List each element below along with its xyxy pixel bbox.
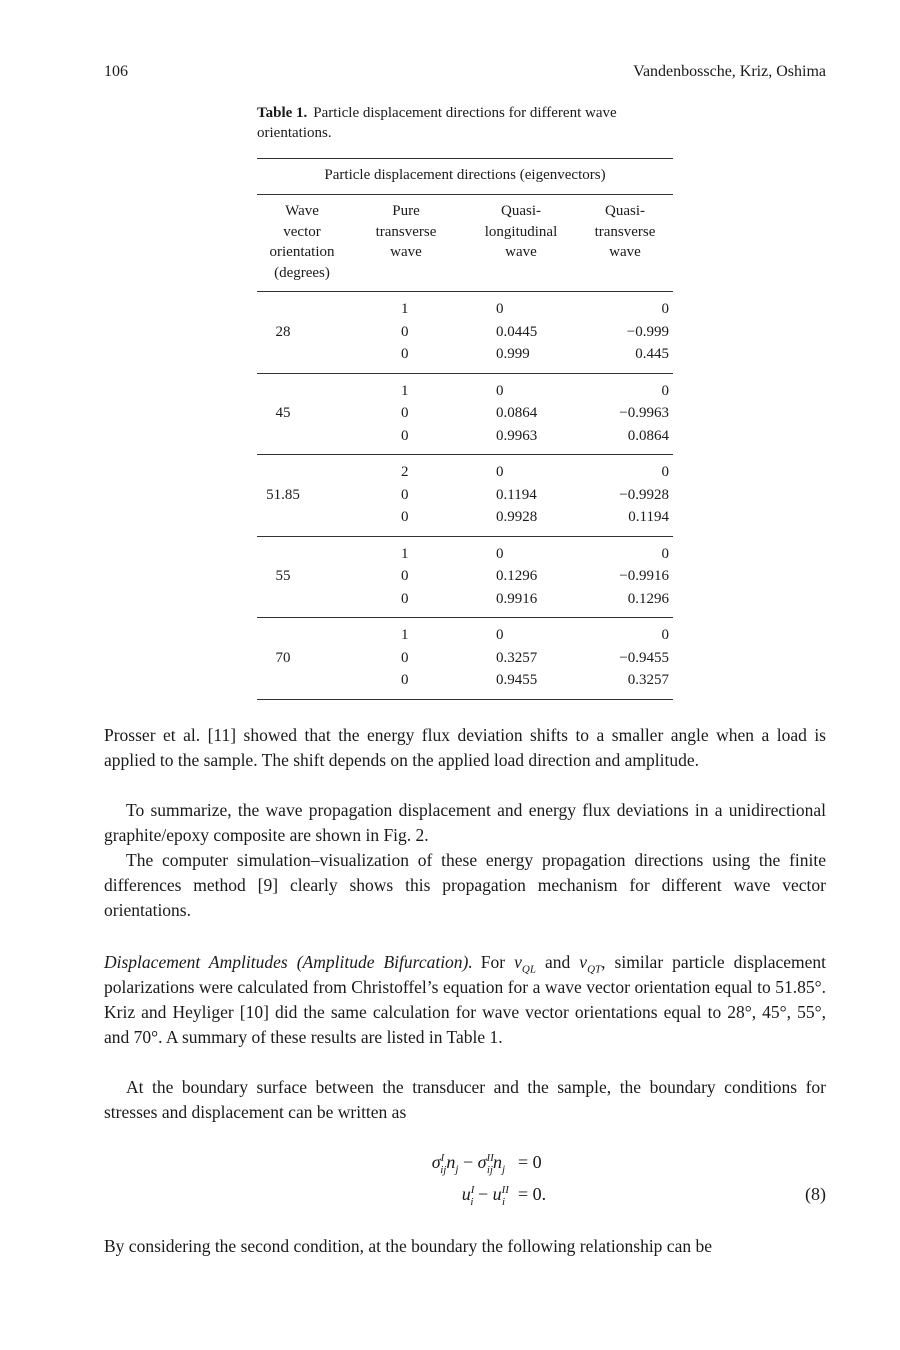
cell-pure-transverse bbox=[347, 380, 465, 448]
eigenvector-component: 0 bbox=[496, 545, 504, 562]
cell-quasi-longitudinal bbox=[465, 380, 577, 448]
stress-condition-rhs: = 0 bbox=[518, 1152, 542, 1172]
displacement-condition-lhs: $u^I_i - u^{II}_i$ bbox=[461, 1184, 509, 1208]
table-caption-text: Particle displacement directions for different wave orientations. bbox=[257, 105, 617, 141]
cell-quasi-transverse bbox=[577, 624, 673, 692]
symbol-v: v bbox=[579, 952, 588, 972]
velocity-qt bbox=[579, 952, 602, 976]
eigenvector-component: −0.9916 bbox=[619, 568, 669, 584]
paragraph-simulation: The computer simulation–visualization of these energy propagation directions using the finite differences method [9] clearly shows this propagation mechanism for different wave vector orientations. bbox=[104, 850, 826, 920]
eigenvector-component: 1 bbox=[401, 627, 409, 643]
cell-quasi-longitudinal bbox=[465, 624, 577, 692]
eigenvector-component: −0.9928 bbox=[619, 486, 669, 503]
table-caption bbox=[257, 103, 673, 143]
cell-orientation: 28 bbox=[275, 323, 291, 340]
stress-condition-lhs: $\sigma^I_{ij}n_j - \sigma^{II}_{ij}n_j$ bbox=[431, 1152, 505, 1176]
column-header-quasi-longitudinal: Quasi- longitudinal wave bbox=[484, 203, 558, 260]
cell-quasi-transverse bbox=[577, 461, 673, 529]
eigenvector-component: −0.9963 bbox=[619, 405, 669, 421]
table-caption-label: Table 1. bbox=[257, 105, 308, 121]
eigenvector-component: 0 bbox=[496, 382, 504, 399]
equation-number: (8) bbox=[805, 1184, 826, 1204]
eigenvector-component: 0.9928 bbox=[496, 509, 538, 525]
table-column-headers bbox=[257, 195, 673, 291]
cell-orientation: 70 bbox=[275, 649, 291, 666]
eigenvector-component: 0.1296 bbox=[627, 590, 669, 607]
symbol-v: v bbox=[514, 952, 522, 972]
eigenvector-component: 0.3257 bbox=[496, 649, 538, 666]
eigenvector-component: 0.999 bbox=[496, 346, 530, 362]
column-header-orientation: Wave vector orientation (degrees) bbox=[269, 203, 335, 281]
paragraph-prosser: Prosser et al. [11] showed that the energy flux deviation shifts to a smaller angle when a load is applied to the sample. The shift depends on the applied load direction and amplitude. bbox=[104, 725, 826, 770]
eigenvector-component: 0 bbox=[661, 382, 669, 399]
eigenvector-component: 0 bbox=[661, 301, 669, 317]
eigenvector-component: 0.0864 bbox=[496, 405, 538, 421]
column-header-pure-transverse: Pure transverse wave bbox=[375, 203, 437, 260]
equation-line-displacement bbox=[0, 1178, 900, 1210]
eigenvector-component: 0 bbox=[401, 568, 409, 584]
cell-pure-transverse bbox=[347, 543, 465, 611]
eigenvector-component: 0 bbox=[401, 323, 409, 340]
eigenvector-component: 0.3257 bbox=[627, 672, 669, 688]
eigenvector-component: 1 bbox=[401, 545, 409, 562]
table-1 bbox=[257, 103, 673, 700]
eigenvector-component: 0.0864 bbox=[627, 427, 669, 444]
cell-pure-transverse bbox=[347, 461, 465, 529]
eigenvector-component: 0 bbox=[401, 649, 409, 666]
text-span: and bbox=[544, 952, 571, 972]
text-span: , similar particle displacement polarizations were calculated from Christoffel’s equation for a wave vector orientation equal to 51.85°. Kriz and Heyliger [10] did the same calculation for wave vector orientations equal to 28°, 45°, 55°, and 70°. A summary of these results are listed in Table 1. bbox=[104, 952, 826, 1047]
table-span-header: Particle displacement directions (eigenvectors) bbox=[324, 167, 606, 183]
eigenvector-component: 0 bbox=[401, 672, 409, 688]
table-row bbox=[257, 374, 673, 455]
eigenvector-component: −0.999 bbox=[626, 323, 669, 340]
eigenvector-component: 0 bbox=[496, 464, 504, 480]
eigenvector-component: 0 bbox=[401, 590, 409, 607]
equation-line-stress bbox=[0, 1146, 900, 1178]
running-head-authors: Vandenbossche, Kriz, Oshima bbox=[633, 63, 826, 80]
cell-quasi-transverse bbox=[577, 298, 673, 366]
cell-quasi-longitudinal bbox=[465, 461, 577, 529]
cell-pure-transverse bbox=[347, 298, 465, 366]
table-bottom-rule bbox=[257, 699, 673, 700]
eigenvector-component: 0 bbox=[401, 346, 409, 362]
paragraph-summary: To summarize, the wave propagation displacement and energy flux deviations in a unidirectional graphite/epoxy composite are shown in Fig. 2. bbox=[104, 800, 826, 845]
subscript-qt: QT bbox=[587, 963, 602, 976]
column-header-quasi-transverse: Quasi- transverse wave bbox=[594, 203, 656, 260]
table-row bbox=[257, 618, 673, 699]
equation-8 bbox=[0, 1146, 900, 1210]
cell-orientation: 55 bbox=[275, 568, 291, 584]
eigenvector-component: 2 bbox=[401, 464, 409, 480]
cell-quasi-longitudinal bbox=[465, 298, 577, 366]
eigenvector-component: 0 bbox=[496, 627, 504, 643]
table-body bbox=[257, 291, 673, 700]
run-in-heading: Displacement Amplitudes (Amplitude Bifurcation). bbox=[104, 952, 473, 972]
eigenvector-component: 1 bbox=[401, 301, 409, 317]
paragraph-displacement-amplitudes bbox=[104, 950, 826, 1050]
text-span: For bbox=[480, 952, 506, 972]
eigenvector-component: 0 bbox=[401, 486, 409, 503]
eigenvector-component: 0.1194 bbox=[496, 486, 537, 503]
eigenvector-component: 0.9916 bbox=[496, 590, 538, 607]
cell-pure-transverse bbox=[347, 624, 465, 692]
eigenvector-component: 0.9963 bbox=[496, 427, 538, 444]
eigenvector-component: 0 bbox=[401, 427, 409, 444]
page-number: 106 bbox=[104, 63, 128, 80]
eigenvector-component: 0 bbox=[661, 545, 669, 562]
cell-orientation: 45 bbox=[275, 405, 291, 421]
eigenvector-component: 0.445 bbox=[635, 346, 669, 362]
eigenvector-component: 0.0445 bbox=[496, 323, 538, 340]
table-row bbox=[257, 537, 673, 618]
eigenvector-component: 0 bbox=[661, 464, 669, 480]
subscript-ql: QL bbox=[521, 963, 536, 976]
table-top-rule bbox=[257, 158, 673, 159]
paragraph-second-condition: By considering the second condition, at the boundary the following relationship can be bbox=[104, 1236, 712, 1256]
eigenvector-component: 0.1194 bbox=[628, 509, 669, 525]
eigenvector-component: 0 bbox=[496, 301, 504, 317]
cell-quasi-transverse bbox=[577, 543, 673, 611]
paragraph-boundary: At the boundary surface between the transducer and the sample, the boundary conditions for stresses and displacement can be written as bbox=[104, 1077, 826, 1122]
eigenvector-component: 1 bbox=[401, 382, 409, 399]
cell-quasi-transverse bbox=[577, 380, 673, 448]
eigenvector-component: 0 bbox=[401, 405, 409, 421]
velocity-ql bbox=[514, 952, 536, 976]
eigenvector-component: 0 bbox=[401, 509, 409, 525]
cell-orientation: 51.85 bbox=[266, 486, 300, 503]
table-row bbox=[257, 455, 673, 536]
table-row bbox=[257, 292, 673, 373]
displacement-condition-rhs: = 0. bbox=[518, 1184, 547, 1204]
cell-quasi-longitudinal bbox=[465, 543, 577, 611]
eigenvector-component: 0.9455 bbox=[496, 672, 538, 688]
eigenvector-component: −0.9455 bbox=[619, 649, 669, 666]
eigenvector-component: 0 bbox=[661, 627, 669, 643]
eigenvector-component: 0.1296 bbox=[496, 568, 538, 584]
